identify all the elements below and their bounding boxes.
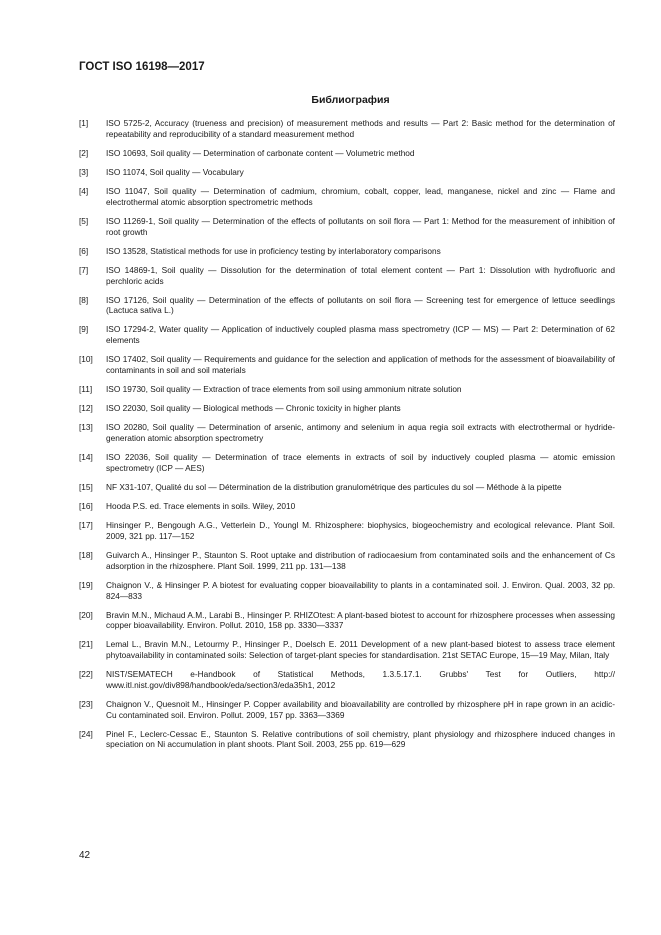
reference-text: Guivarch A., Hinsinger P., Staunton S. Root uptake and distribution of radiocaesium from contaminated soils and the enhancement of Cs adsorption in the rhizosphere. Plant Soil. 1999, 211 pp. 131—138 xyxy=(106,550,615,571)
reference-number: [6] xyxy=(79,245,89,256)
reference-text: Pinel F., Leclerc-Cessac E., Staunton S. Relative contributions of soil chemistry, plant physiology and rhizosphere induced changes in speciation on Ni accumulation in plant shoots. Plant Soil. 2003, 255 pp. 619—629 xyxy=(106,728,615,750)
reference-number: [11] xyxy=(79,384,93,395)
reference-text: ISO 17402, Soil quality — Requirements and guidance for the selection and application of methods for the assessment of bioavailability of contaminants in soil and soil materials xyxy=(106,354,615,375)
reference-number: [16] xyxy=(79,501,93,512)
reference-text: Chaignon V., & Hinsinger P. A biotest for evaluating copper bioavailability to plants in a contaminated soil. J. Environ. Qual. 2003, 32 pp. 824—833 xyxy=(106,579,615,601)
reference-item xyxy=(79,520,615,541)
document-header: ГОСТ ISO 16198—2017 xyxy=(79,61,205,73)
reference-text: Hooda P.S. ed. Trace elements in soils. Wiley, 2010 xyxy=(106,501,296,512)
reference-text: ISO 11269-1, Soil quality — Determination of the effects of pollutants on soil flora — Part 1: Method for the measurement of inhibition of root growth xyxy=(106,215,615,237)
reference-number: [24] xyxy=(79,728,93,739)
reference-number: [23] xyxy=(79,699,93,710)
reference-number: [2] xyxy=(79,147,89,158)
reference-number: [15] xyxy=(79,481,93,492)
reference-text: ISO 13528, Statistical methods for use in proficiency testing by interlaboratory comparisons xyxy=(106,245,441,256)
reference-text: ISO 14869-1, Soil quality — Dissolution for the determination of total element content — Part 1: Dissolution with hydrofluoric and perchloric acids xyxy=(106,264,615,286)
reference-text: NF X31-107, Qualité du sol — Détermination de la distribution granulométrique des particules du sol — Méthode à la pipette xyxy=(106,481,562,492)
reference-number: [20] xyxy=(79,609,93,620)
reference-number: [9] xyxy=(79,324,89,335)
reference-number: [5] xyxy=(79,215,89,226)
reference-list xyxy=(79,118,615,759)
reference-number: [3] xyxy=(79,166,89,177)
reference-item xyxy=(79,403,615,414)
reference-text: ISO 17126, Soil quality — Determination of the effects of pollutants on soil flora — Screening test for emergence of lettuce seedlings (Lactuca sativa L.) xyxy=(106,294,615,316)
reference-item xyxy=(79,452,615,473)
reference-item xyxy=(79,729,615,750)
reference-text: Bravin M.N., Michaud A.M., Larabi B., Hinsinger P. RHIZOtest: A plant-based biotest to account for rhizosphere processes when assessing copper bioavailability. Environ. Pollut. 2010, 158 pp. 3330—3337 xyxy=(106,609,615,631)
reference-item xyxy=(79,699,615,720)
reference-text: Lemal L., Bravin M.N., Letourmy P., Hinsinger P., Doelsch E. 2011 Development of a new plant-based biotest to assess trace element phytoavailability in contaminated soils: Selection of target-plant species for standardisation. 21st SETAC Europe, 15—19 May, Milan, Italy xyxy=(106,639,615,661)
reference-number: [1] xyxy=(79,118,89,128)
reference-text: ISO 5725-2, Accuracy (trueness and precision) of measurement methods and results — Part 2: Basic method for the determination of repeatability and reproducibility of a standard measurement method xyxy=(106,118,615,139)
reference-item xyxy=(79,669,615,690)
reference-number: [12] xyxy=(79,403,93,414)
reference-number: [8] xyxy=(79,294,89,305)
reference-text: ISO 10693, Soil quality — Determination of carbonate content — Volumetric method xyxy=(106,147,415,158)
reference-text: Hinsinger P., Bengough A.G., Vetterlein D., Youngl M. Rhizosphere: biophysics, biogeochemistry and ecological relevance. Plant Soil. 2009, 321 pp. 117—152 xyxy=(106,520,615,541)
reference-number: [10] xyxy=(79,354,93,365)
reference-text: ISO 11074, Soil quality — Vocabulary xyxy=(106,166,244,177)
section-title: Библиография xyxy=(311,94,390,106)
reference-item xyxy=(79,354,615,375)
reference-text: Chaignon V., Quesnoit M., Hinsinger P. Copper availability and bioavailability are controlled by rhizosphere pH in rape grown in an acidic-Cu contaminated soil. Environ. Pollut. 2009, 157 pp. 3363—3369 xyxy=(106,699,615,720)
reference-number: [7] xyxy=(79,264,89,275)
reference-item xyxy=(79,422,615,443)
reference-text: ISO 22036, Soil quality — Determination of trace elements in extracts of soil by inductively coupled plasma — atomic emission spectrometry (ICP — AES) xyxy=(106,452,615,473)
page-number: 42 xyxy=(79,850,91,861)
reference-item xyxy=(79,550,615,571)
reference-item xyxy=(79,482,615,493)
reference-number: [4] xyxy=(79,186,89,197)
reference-item xyxy=(79,265,615,286)
reference-text: ISO 20280, Soil quality — Determination of arsenic, antimony and selenium in aqua regia soil extracts with electrothermal or hydride-generation atomic absorption spectrometry xyxy=(106,422,615,443)
reference-item xyxy=(79,118,615,139)
reference-text: ISO 17294-2, Water quality — Application of inductively coupled plasma mass spectrometry (ICP — MS) — Part 2: Determination of 62 elements xyxy=(106,324,615,346)
reference-number: [22] xyxy=(79,669,93,680)
reference-number: [17] xyxy=(79,520,93,531)
reference-item xyxy=(79,610,615,631)
reference-item xyxy=(79,295,615,316)
reference-item xyxy=(79,167,615,178)
reference-item xyxy=(79,639,615,660)
reference-item xyxy=(79,501,615,512)
reference-text: ISO 22030, Soil quality — Biological methods — Chronic toxicity in higher plants xyxy=(106,403,401,414)
reference-number: [13] xyxy=(79,422,93,433)
reference-text: NIST/SEMATECH e-Handbook of Statistical Methods, 1.3.5.17.1. Grubbs' Test for Outliers, http:// www.itl.nist.gov/div898/handbook/eda/section3/eda35h1, 2012 xyxy=(106,669,615,690)
reference-item xyxy=(79,580,615,601)
reference-item xyxy=(79,216,615,237)
reference-text: ISO 19730, Soil quality — Extraction of trace elements from soil using ammonium nitrate solution xyxy=(106,384,462,395)
reference-item xyxy=(79,148,615,159)
reference-item xyxy=(79,324,615,345)
reference-number: [19] xyxy=(79,579,93,590)
reference-number: [14] xyxy=(79,452,93,463)
reference-number: [18] xyxy=(79,550,93,561)
reference-item xyxy=(79,186,615,207)
reference-number: [21] xyxy=(79,639,93,650)
reference-item xyxy=(79,384,615,395)
reference-text: ISO 11047, Soil quality — Determination of cadmium, chromium, cobalt, copper, lead, manganese, nickel and zinc — Flame and electrothermal atomic absorption spectrometric methods xyxy=(106,186,615,207)
reference-item xyxy=(79,246,615,257)
